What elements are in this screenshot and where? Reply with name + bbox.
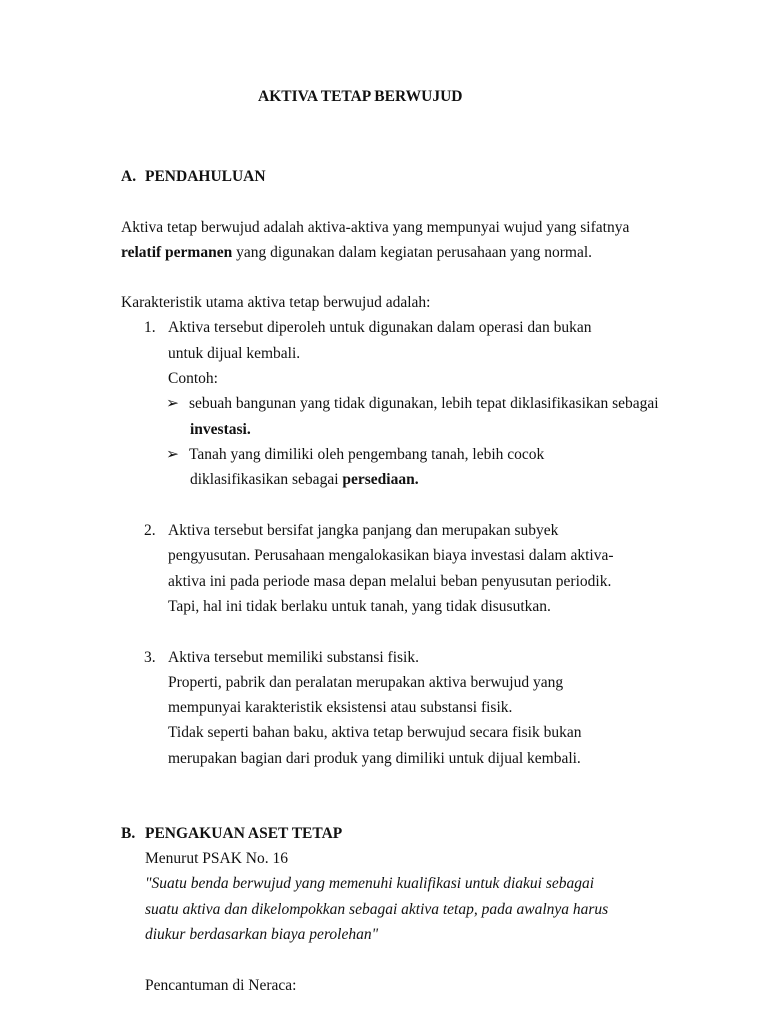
document-title: AKTIVA TETAP BERWUJUD xyxy=(258,88,463,105)
section-b-letter: B. xyxy=(121,825,136,842)
item-1-line-2: untuk dijual kembali. xyxy=(168,345,301,362)
item-3-line-2: Properti, pabrik dan peralatan merupakan aktiva berwujud yang xyxy=(168,674,564,691)
quote-line-1: "Suatu benda berwujud yang memenuhi kualifikasi untuk diakui sebagai xyxy=(145,875,595,892)
bullet-1-bold: investasi. xyxy=(190,421,251,438)
bullet-2-line-2 xyxy=(190,470,419,490)
bullet-2-line-1: Tanah yang dimiliki oleh pengembang tanah, lebih cocok xyxy=(189,446,545,463)
quote-line-2: suatu aktiva dan dikelompokkan sebagai aktiva tetap, pada awalnya harus xyxy=(145,901,609,918)
bullet-2-bold: persediaan. xyxy=(342,471,419,488)
bullet-1-line-1: sebuah bangunan yang tidak digunakan, lebih tepat diklasifikasikan sebagai xyxy=(189,395,659,412)
item-3-line-5: merupakan bagian dari produk yang dimiliki untuk dijual kembali. xyxy=(168,750,581,767)
pencantuman-label: Pencantuman di Neraca: xyxy=(145,977,297,994)
item-2-line-4: Tapi, hal ini tidak berlaku untuk tanah, yang tidak disusutkan. xyxy=(168,598,551,615)
item-1-line-1: Aktiva tersebut diperoleh untuk digunakan dalam operasi dan bukan xyxy=(168,319,592,336)
intro-line-1: Aktiva tetap berwujud adalah aktiva-aktiva yang mempunyai wujud yang sifatnya xyxy=(121,219,630,236)
item-1-number: 1. xyxy=(144,319,156,336)
item-3-line-1: Aktiva tersebut memiliki substansi fisik. xyxy=(168,649,419,666)
item-3-line-4: Tidak seperti bahan baku, aktiva tetap berwujud secara fisik bukan xyxy=(168,724,582,741)
item-2-line-3: aktiva ini pada periode masa depan melalui beban penyusutan periodik. xyxy=(168,573,612,590)
intro-bold-term: relatif permanen xyxy=(121,244,233,261)
item-2-number: 2. xyxy=(144,522,156,539)
item-3-line-3: mempunyai karakteristik eksistensi atau substansi fisik. xyxy=(168,699,513,716)
section-a-letter: A. xyxy=(121,168,137,185)
bullet-1 xyxy=(166,394,659,414)
intro-line-2-rest: yang digunakan dalam kegiatan perusahaan yang normal. xyxy=(232,244,593,261)
arrow-bullet-icon: ➢ xyxy=(166,446,179,463)
section-b-heading: PENGAKUAN ASET TETAP xyxy=(145,825,343,842)
karakteristik-intro: Karakteristik utama aktiva tetap berwujud adalah: xyxy=(121,294,431,311)
arrow-bullet-icon: ➢ xyxy=(166,395,179,412)
item-3-number: 3. xyxy=(144,649,156,666)
item-1-contoh: Contoh: xyxy=(168,370,218,387)
psak-reference: Menurut PSAK No. 16 xyxy=(145,850,288,867)
item-2-line-2: pengyusutan. Perusahaan mengalokasikan biaya investasi dalam aktiva- xyxy=(168,547,614,564)
bullet-2 xyxy=(166,445,544,465)
bullet-2-line-2-text: diklasifikasikan sebagai xyxy=(190,471,343,488)
quote-line-3: diukur berdasarkan biaya perolehan" xyxy=(145,926,379,943)
item-2-line-1: Aktiva tersebut bersifat jangka panjang dan merupakan subyek xyxy=(168,522,559,539)
intro-line-2 xyxy=(121,243,592,263)
section-a-heading: PENDAHULUAN xyxy=(145,168,266,185)
